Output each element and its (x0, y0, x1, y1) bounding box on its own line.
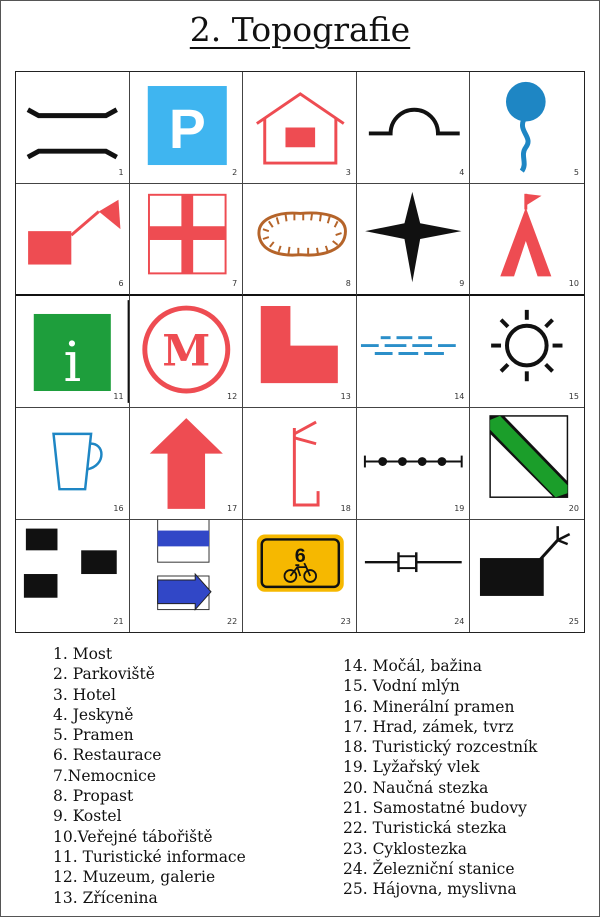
cell-number: 16 (113, 504, 124, 513)
legend-item: 7.Nemocnice (53, 766, 157, 785)
legend-list-left (53, 644, 246, 908)
legend-item: 15. Vodní mlýn (343, 677, 460, 696)
signpost-icon (243, 408, 356, 519)
grid-cell-15 (470, 296, 584, 408)
restaurant-icon (16, 184, 129, 294)
legend-item: 20. Naučná stezka (343, 778, 489, 797)
legend-item: 25. Hájovna, myslivna (343, 880, 517, 899)
swamp-icon (357, 296, 470, 407)
cell-number: 3 (345, 168, 351, 177)
grid-cell-20 (470, 408, 584, 520)
info-letter: i (63, 331, 82, 396)
grid-cell-4 (357, 72, 471, 184)
cell-number: 7 (232, 279, 238, 288)
cave-icon (357, 72, 470, 183)
cell-number: 22 (227, 617, 238, 626)
castle-icon (130, 408, 243, 519)
legend-item: 6. Restaurace (53, 746, 162, 765)
church-icon (357, 184, 470, 294)
legend-item: 12. Muzeum, galerie (53, 868, 216, 887)
hotel-icon (243, 72, 356, 183)
grid-cell-13 (243, 296, 357, 408)
legend-item: 11. Turistické informace (53, 847, 246, 866)
hospital-icon (130, 184, 243, 294)
museum-icon (130, 296, 243, 407)
cycle-path-icon (243, 520, 356, 632)
cycle-route-number: 6 (294, 545, 306, 568)
legend-item: 22. Turistická stezka (343, 819, 507, 838)
gamekeeper-lodge-icon (470, 520, 584, 632)
grid-cell-14 (357, 296, 471, 408)
legend-item: 9. Kostel (53, 807, 122, 826)
cell-number: 4 (459, 168, 465, 177)
cell-number: 6 (118, 279, 124, 288)
cell-number: 2 (232, 168, 238, 177)
bridge-icon (16, 72, 129, 183)
grid-cell-9 (357, 184, 471, 296)
grid-cell-7 (130, 184, 244, 296)
separate-buildings-icon (16, 520, 129, 632)
tourist-info-icon (16, 296, 129, 407)
legend-item: 17. Hrad, zámek, tvrz (343, 717, 514, 736)
grid-cell-12 (130, 296, 244, 408)
mineral-spring-icon (16, 408, 129, 519)
grid-cell-16 (16, 408, 130, 520)
grid-cell-24 (357, 520, 471, 632)
grid-cell-11 (16, 296, 130, 408)
grid-cell-22 (130, 520, 244, 632)
cell-number: 13 (340, 392, 351, 401)
cell-number: 12 (227, 392, 238, 401)
legend-item: 8. Propast (53, 787, 134, 806)
grid-cell-17 (130, 408, 244, 520)
cell-number: 23 (340, 617, 351, 626)
parking-icon (130, 72, 243, 183)
cell-number: 9 (459, 279, 465, 288)
legend-item: 16. Minerální pramen (343, 697, 515, 716)
cell-number: 14 (454, 392, 465, 401)
ruin-icon (243, 296, 356, 407)
campsite-icon (470, 184, 584, 294)
cell-number: 10 (568, 279, 579, 288)
legend-item: 24. Železniční stanice (343, 859, 515, 878)
legend-list-right (343, 656, 537, 900)
cell-number: 18 (340, 504, 351, 513)
legend-item: 19. Lyžařský vlek (343, 758, 480, 777)
grid-cell-18 (243, 408, 357, 520)
grid-cell-2 (130, 72, 244, 184)
legend-item: 2. Parkoviště (53, 665, 155, 684)
cell-number: 17 (227, 504, 238, 513)
page-title: 2. Topografie (189, 10, 411, 49)
chasm-icon (243, 184, 356, 294)
museum-letter: M (161, 325, 210, 377)
symbol-grid (15, 71, 585, 633)
cell-number: 21 (113, 617, 124, 626)
spring-icon (470, 72, 584, 183)
cell-number: 24 (454, 617, 465, 626)
legend-item: 5. Pramen (53, 726, 134, 745)
legend-item: 21. Samostatné budovy (343, 799, 527, 818)
cell-number: 19 (454, 504, 465, 513)
cell-number: 15 (568, 392, 579, 401)
grid-cell-8 (243, 184, 357, 296)
parking-letter: P (168, 98, 206, 161)
cell-number: 5 (573, 168, 579, 177)
grid-cell-23 (243, 520, 357, 632)
grid-cell-3 (243, 72, 357, 184)
grid-cell-5 (470, 72, 584, 184)
cell-number: 25 (568, 617, 579, 626)
railway-station-icon (357, 520, 470, 632)
water-mill-icon (470, 296, 584, 407)
legend-item: 4. Jeskyně (53, 705, 134, 724)
legend-item: 1. Most (53, 645, 113, 663)
ski-lift-icon (357, 408, 470, 519)
legend-item: 10.Veřejné tábořiště (53, 827, 213, 846)
legend-item: 3. Hotel (53, 685, 116, 704)
legend-item: 23. Cyklostezka (343, 839, 468, 858)
grid-cell-10 (470, 184, 584, 296)
legend-item: 18. Turistický rozcestník (343, 738, 538, 757)
hiking-trail-icon (130, 520, 243, 632)
cell-number: 1 (118, 168, 124, 177)
grid-cell-25 (470, 520, 584, 632)
grid-cell-21 (16, 520, 130, 632)
cell-number: 8 (345, 279, 351, 288)
grid-cell-6 (16, 184, 130, 296)
grid-cell-19 (357, 408, 471, 520)
cell-number: 20 (568, 504, 579, 513)
legend-item: 13. Zřícenina (53, 888, 158, 907)
nature-trail-icon (470, 408, 584, 519)
grid-cell-1 (16, 72, 130, 184)
legend-item: 14. Močál, bažina (343, 657, 483, 675)
cell-number: 11 (113, 392, 124, 401)
